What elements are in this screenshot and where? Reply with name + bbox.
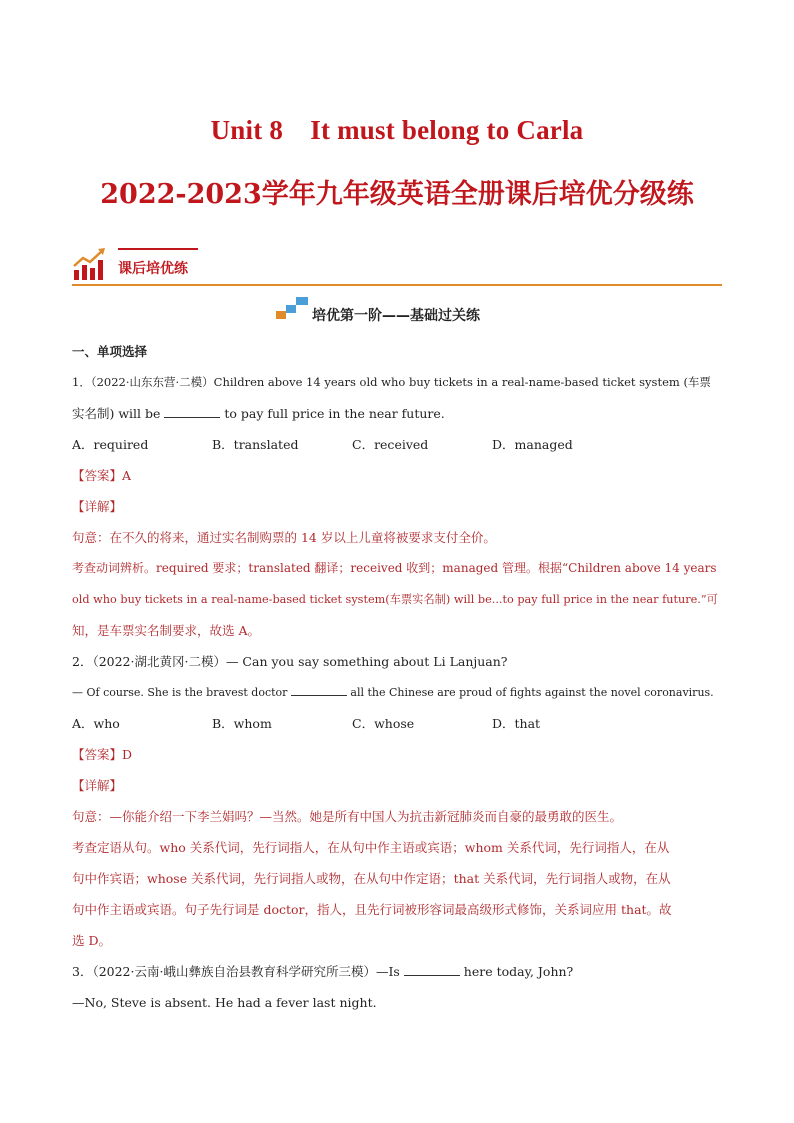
q1-stem-after: to pay full price in the near future. xyxy=(220,406,445,421)
q2-option-a: A．who xyxy=(72,716,120,731)
rising-chart-icon xyxy=(72,246,108,282)
q2-explain-2: 考查定语从句。who 关系代词，先行词指人，在从句中作主语或宾语；whom 关系代词，先行词指人，在从 xyxy=(72,840,670,855)
q1-options xyxy=(72,429,724,460)
q2-explain-1: 句意：—你能介绍一下李兰娟吗？—当然。她是所有中国人为抗击新冠肺炎而自豪的最勇敢的医生。 xyxy=(72,809,623,824)
q1-explain-4: 知，是车票实名制要求，故选 A。 xyxy=(72,623,261,638)
q1-option-a: A．required xyxy=(72,437,149,452)
q2-stem-line2 xyxy=(72,677,724,708)
q2-stem-before: — Of course. She is the bravest doctor xyxy=(72,686,291,699)
q2-stem-after: all the Chinese are proud of fights against the novel coronavirus. xyxy=(346,686,714,699)
q3-stem-before: 3．（2022·云南·峨山彝族自治县教育科学研究所三模）—Is xyxy=(72,964,404,979)
q1-answer-value: A xyxy=(122,468,132,483)
q3-stem-line1 xyxy=(72,956,724,987)
q2-answer-value: D xyxy=(122,747,133,762)
q2-explain-5: 选 D。 xyxy=(72,933,111,948)
q1-option-b: B．translated xyxy=(212,437,299,452)
q2-answer xyxy=(72,739,724,770)
q2-option-d: D．that xyxy=(492,716,541,731)
q1-answer xyxy=(72,460,724,491)
q3-blank xyxy=(404,963,460,976)
q2-explain-4: 句中作主语或宾语。句子先行词是 doctor，指人，且先行词被形容词最高级形式修饰，关系词应用 that。故 xyxy=(72,902,672,917)
q1-stem-line1: 1．（2022·山东东营·二模）Children above 14 years old who buy tickets in a real-name-based ticket system (车票 xyxy=(72,375,711,389)
part-title: 一、单项选择 xyxy=(72,344,148,359)
q3-stem-line2: —No, Steve is absent. He had a fever last night. xyxy=(72,995,377,1010)
q1-explain-1: 句意：在不久的将来，通过实名制购票的 14 岁以上儿童将被要求支付全价。 xyxy=(72,530,496,545)
q1-option-d: D．managed xyxy=(492,437,573,452)
section-title: 课后培优练 xyxy=(118,261,188,277)
page-subtitle: 2022-2023学年九年级英语全册课后培优分级练 xyxy=(100,179,694,210)
section-accent-line xyxy=(118,248,198,250)
q2-option-c: C．whose xyxy=(352,716,415,731)
q3-stem-after: here today, John? xyxy=(459,964,574,979)
q2-option-b: B．whom xyxy=(212,716,272,731)
q2-answer-label: 【答案】 xyxy=(72,747,123,762)
q1-stem-line2 xyxy=(72,398,724,429)
q2-detail-label: 【详解】 xyxy=(72,778,123,793)
q1-answer-label: 【答案】 xyxy=(72,468,123,483)
q1-explain-2: 考查动词辨析。required 要求；translated 翻译；received 收到；managed 管理。根据“Children above 14 years xyxy=(72,561,717,575)
q1-detail-label: 【详解】 xyxy=(72,499,123,514)
steps-icon xyxy=(276,295,310,323)
q2-options xyxy=(72,708,724,739)
page-title: Unit 8 It must belong to Carla xyxy=(210,115,584,145)
section-header xyxy=(72,244,722,288)
q1-blank xyxy=(164,405,220,418)
q1-explain-3: old who buy tickets in a real-name-based ticket system(车票实名制) will be...to pay full price in the near future.”可 xyxy=(72,593,718,606)
q2-blank xyxy=(291,683,347,696)
q1-stem-before: 实名制) will be xyxy=(72,406,165,421)
q2-stem-line1: 2．（2022·湖北黄冈·二模）— Can you say something about Li Lanjuan? xyxy=(72,654,508,669)
q2-explain-3: 句中作宾语；whose 关系代词，先行词指人或物，在从句中作定语；that 关系代词，先行词指人或物，在从 xyxy=(72,871,671,886)
question-content xyxy=(72,336,724,1018)
subsection-title: 培优第一阶——基础过关练 xyxy=(312,308,480,324)
subsection-header xyxy=(270,295,530,329)
section-divider xyxy=(72,284,722,286)
q1-option-c: C．received xyxy=(352,437,429,452)
